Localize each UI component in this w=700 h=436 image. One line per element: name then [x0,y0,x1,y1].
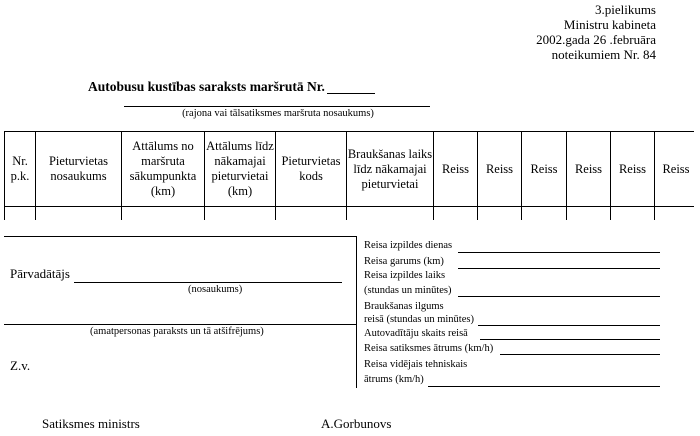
driving-duration-unit-label: reisā (stundas un minūtes) [364,314,474,325]
annex-line-3: 2002.gada 26 .februāra [536,32,656,47]
signature-caption: (amatpersonas paraksts un tā atšifrējums) [90,326,264,337]
driving-duration-line[interactable] [478,325,660,326]
col-header-trip-4: Reiss [574,161,603,176]
col-header-stop-name: Pieturvietas nosaukums [48,154,108,183]
trip-time-label: Reisa izpildes laiks [364,270,446,281]
driver-count-label: Autovadītāju skaits reisā [364,328,468,339]
trip-days-line[interactable] [458,252,660,253]
col-header-trip-5: Reiss [618,161,647,176]
minister-title: Satiksmes ministrs [42,416,140,431]
col-header-trip-3: Reiss [530,161,558,176]
trip-length-line[interactable] [458,268,660,269]
table-header-bottom [4,206,694,207]
trip-length-label: Reisa garums (km) [364,256,444,267]
driving-duration-label: Braukšanas ilgums [364,301,444,312]
section-divider [356,236,357,388]
carrier-name-line[interactable] [74,282,342,283]
section-line-top-left [4,236,356,237]
seal-label: Z.v. [10,358,31,373]
annex-line-4: noteikumiem Nr. 84 [551,47,656,62]
document-title: Autobusu kustības saraksts maršrutā Nr. [88,79,325,94]
carrier-label: Pārvadātājs [10,266,70,281]
tech-speed-unit-label: ātrums (km/h) [364,374,424,385]
col-header-trip-6: Reiss [662,161,690,176]
annex-line-1: 3.pielikums [594,2,656,17]
col-header-nr: Nr. p.k. [10,154,30,183]
col-header-trip-2: Reiss [485,161,514,176]
col-header-travel-time: Braukšanas laiks līdz nākamajai pieturvietai [347,146,433,191]
tech-speed-line[interactable] [428,386,660,387]
section-line-middle-left [4,324,356,325]
minister-name: A.Gorbunovs [321,416,392,431]
driver-count-line[interactable] [480,339,660,340]
tech-speed-label: Reisa vidējais tehniskais [364,359,468,370]
col-header-trip-1: Reiss [441,161,470,176]
trip-days-label: Reisa izpildes dienas [364,240,453,251]
trip-time-unit-label: (stundas un minūtes) [364,285,452,296]
trip-time-line[interactable] [458,296,660,297]
carrier-name-caption: (nosaukums) [188,284,243,295]
route-name-caption: (rajona vai tālsatiksmes maršruta nosaukums) [182,108,374,119]
route-name-line[interactable] [124,106,430,107]
traffic-speed-line[interactable] [500,354,660,355]
route-number-blank[interactable] [327,93,375,94]
col-header-distance-to-next: Attālums līdz nākamajai pieturvietai (km) [206,139,274,198]
col-header-stop-code: Pieturvietas kods [281,154,341,183]
annex-line-2: Ministru kabineta [563,17,656,32]
traffic-speed-label: Reisa satiksmes ātrums (km/h) [364,343,494,354]
col-header-distance-from-start: Attālums no maršruta sākumpunkta (km) [129,139,197,198]
